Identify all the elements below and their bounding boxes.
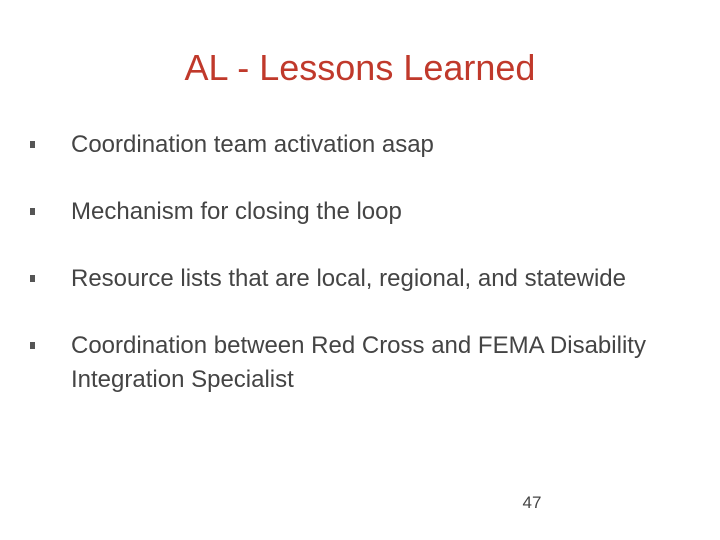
bullet-text: Mechanism for closing the loop: [71, 198, 402, 225]
bullet-text: Coordination team activation asap: [71, 131, 434, 158]
square-bullet-icon: [30, 342, 35, 349]
bullet-item: [30, 128, 670, 162]
square-bullet-icon: [30, 141, 35, 148]
bullet-item: [30, 262, 670, 296]
square-bullet-icon: [30, 208, 35, 215]
slide-title: AL - Lessons Learned: [184, 47, 536, 88]
bullet-item: [30, 195, 670, 229]
bullet-text: Resource lists that are local, regional, and statewide: [71, 265, 626, 292]
page-number: 47: [522, 493, 542, 512]
bullet-list: [30, 128, 670, 430]
square-bullet-icon: [30, 275, 35, 282]
bullet-text: Coordination between Red Cross and FEMA Disability Integration Specialist: [71, 332, 646, 393]
bullet-item: [30, 329, 670, 397]
